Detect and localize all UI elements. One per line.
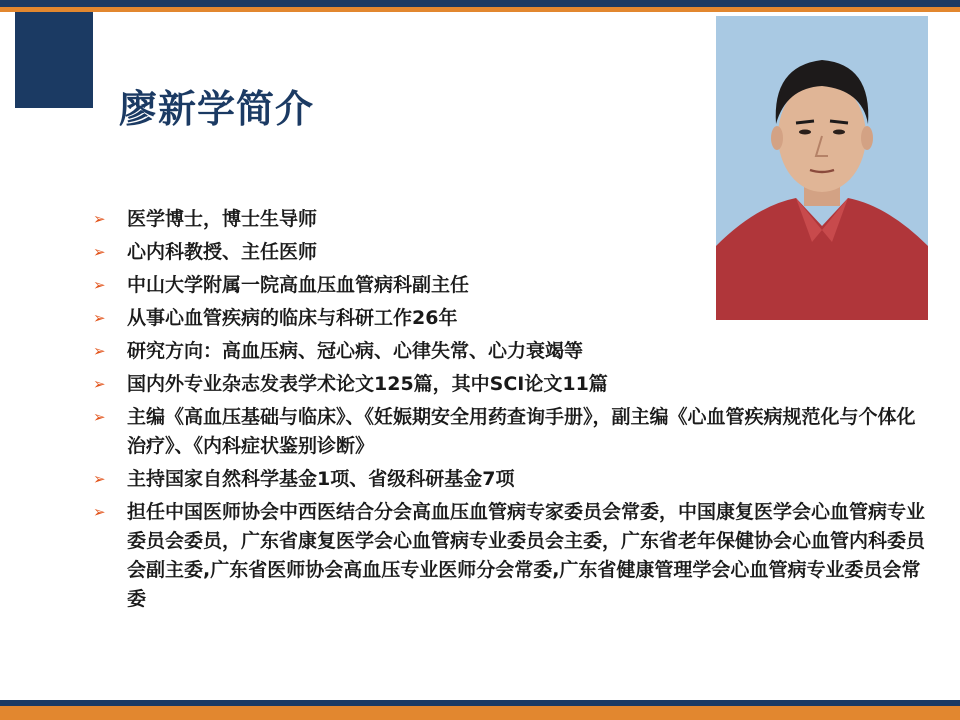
slide-title: 廖新学简介 bbox=[119, 87, 315, 131]
bullet-text: 主编《高血压基础与临床》、《妊娠期安全用药查询手册》，副主编《心血管疾病规范化与个体化治疗》、《内科症状鉴别诊断》 bbox=[127, 406, 916, 457]
arrowhead-bullet-icon: ➢ bbox=[93, 408, 106, 426]
bullet-text: 主持国家自然科学基金1项、省级科研基金7项 bbox=[127, 468, 515, 490]
top-navy-bar bbox=[0, 0, 960, 7]
bullet-item bbox=[93, 465, 933, 494]
bullet-item bbox=[93, 498, 933, 614]
top-orange-bar bbox=[0, 7, 960, 12]
arrowhead-bullet-icon: ➢ bbox=[93, 243, 106, 261]
arrowhead-bullet-icon: ➢ bbox=[93, 276, 106, 294]
accent-square bbox=[15, 12, 93, 108]
bullet-text: 国内外专业杂志发表学术论文125篇，其中SCI论文11篇 bbox=[127, 373, 608, 395]
arrowhead-bullet-icon: ➢ bbox=[93, 210, 106, 228]
bullet-item bbox=[93, 304, 933, 333]
bullet-text: 从事心血管疾病的临床与科研工作26年 bbox=[127, 307, 458, 329]
arrowhead-bullet-icon: ➢ bbox=[93, 342, 106, 360]
bullet-item bbox=[93, 238, 933, 267]
bullet-text: 心内科教授、主任医师 bbox=[127, 241, 318, 263]
bullet-item bbox=[93, 271, 933, 300]
bullet-text: 担任中国医师协会中西医结合分会高血压血管病专家委员会常委，中国康复医学会心血管病专业委员会委员，广东省康复医学会心血管病专业委员会主委，广东省老年保健协会心血管内科委员会副主委,广东省医师协会高血压专业医师分会常委,广东省健康管理学会心血管病专业委员会常委 bbox=[127, 501, 926, 610]
bullet-list bbox=[93, 205, 933, 618]
arrowhead-bullet-icon: ➢ bbox=[93, 470, 106, 488]
bullet-text: 医学博士，博士生导师 bbox=[127, 208, 318, 230]
bullet-text: 研究方向：高血压病、冠心病、心律失常、心力衰竭等 bbox=[127, 340, 584, 362]
bullet-item bbox=[93, 337, 933, 366]
bullet-item bbox=[93, 205, 933, 234]
arrowhead-bullet-icon: ➢ bbox=[93, 503, 106, 521]
bullet-text: 中山大学附属一院高血压血管病科副主任 bbox=[127, 274, 470, 296]
arrowhead-bullet-icon: ➢ bbox=[93, 309, 106, 327]
bottom-orange-bar bbox=[0, 706, 960, 720]
bullet-item bbox=[93, 370, 933, 399]
bullet-item bbox=[93, 403, 933, 461]
arrowhead-bullet-icon: ➢ bbox=[93, 375, 106, 393]
